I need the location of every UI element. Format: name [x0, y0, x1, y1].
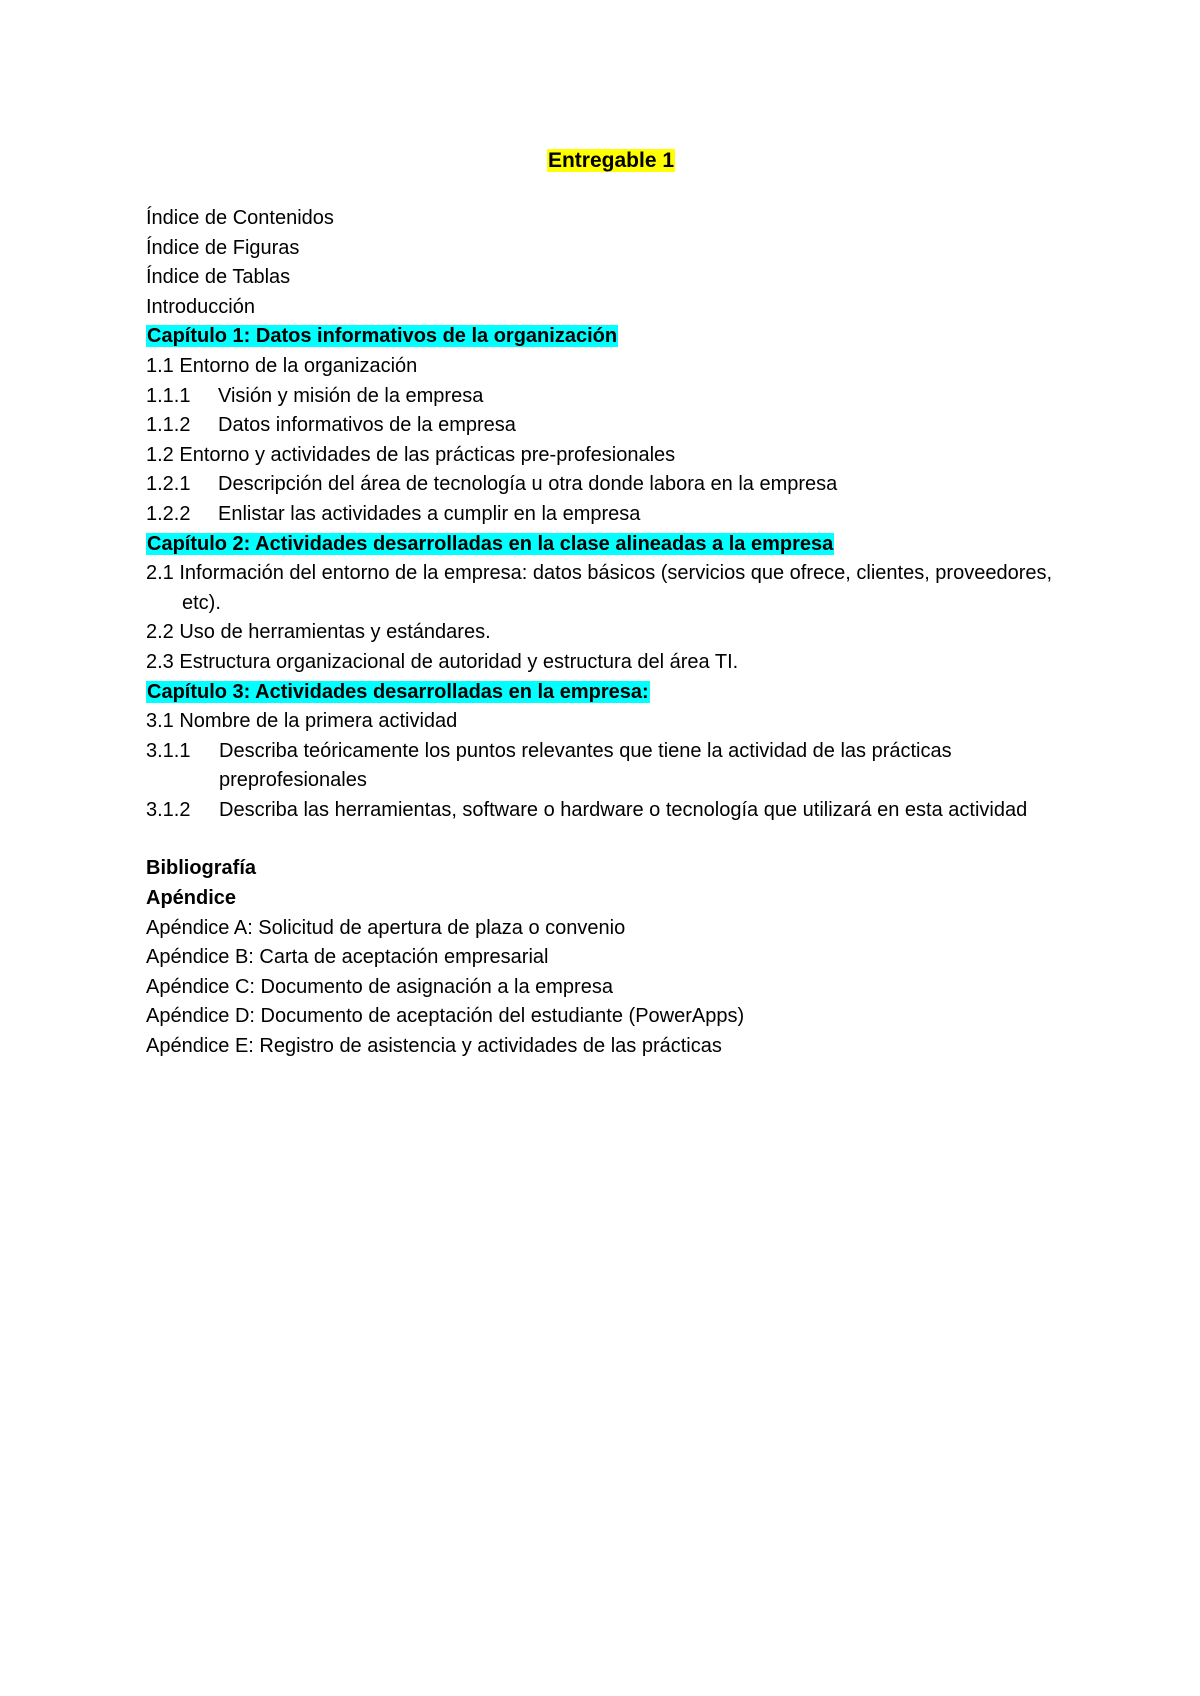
section-text: Descripción del área de tecnología u otra donde labora en la empresa: [218, 473, 838, 496]
appendix-heading: Apéndice: [146, 887, 237, 910]
appendix-item-b: Apéndice B: Carta de aceptación empresarial: [146, 946, 549, 969]
section-number: 3.1.2: [146, 798, 191, 821]
appendix-item-c: Apéndice C: Documento de asignación a la empresa: [146, 975, 613, 998]
section-text: Visión y misión de la empresa: [218, 384, 484, 407]
section-3-1: 3.1 Nombre de la primera actividad: [146, 710, 458, 733]
appendix-item-e: Apéndice E: Registro de asistencia y actividades de las prácticas: [146, 1035, 722, 1058]
appendix-item-d: Apéndice D: Documento de aceptación del estudiante (PowerApps): [146, 1005, 745, 1028]
chapter-1-heading: Capítulo 1: Datos informativos de la organización: [147, 325, 618, 348]
section-number: 1.1.1: [146, 384, 191, 407]
chapter-3-heading: Capítulo 3: Actividades desarrolladas en la empresa:: [147, 680, 649, 703]
section-text: Enlistar las actividades a cumplir en la empresa: [218, 502, 641, 525]
section-text: Describa teóricamente los puntos relevantes que tiene la actividad de las prácticas preprofesionales: [219, 739, 952, 792]
front-matter-index-contents: Índice de Contenidos: [146, 207, 334, 229]
front-matter-index-tables: Índice de Tablas: [146, 266, 291, 289]
section-text: Datos informativos de la empresa: [218, 414, 516, 437]
bibliography-heading: Bibliografía: [146, 857, 257, 880]
section-1-2: 1.2 Entorno y actividades de las prácticas pre-profesionales: [146, 443, 676, 466]
section-number: 1.1.2: [146, 414, 191, 437]
section-1-1: 1.1 Entorno de la organización: [146, 354, 418, 377]
section-2-2: 2.2 Uso de herramientas y estándares.: [146, 621, 491, 644]
section-text: Describa las herramientas, software o hardware o tecnología que utilizará en esta actividad: [219, 798, 1028, 821]
section-1-1-2: [146, 411, 1076, 441]
section-number: 3.1.1: [146, 739, 191, 762]
section-3-1-1: [146, 737, 1076, 796]
section-1-2-1: [146, 470, 1076, 500]
section-1-2-2: [146, 500, 1076, 530]
section-number: 1.2.2: [146, 502, 191, 525]
appendix-item-a: Apéndice A: Solicitud de apertura de plaza o convenio: [146, 916, 626, 939]
chapter-2-heading: Capítulo 2: Actividades desarrolladas en la clase alineadas a la empresa: [147, 532, 834, 555]
blank-line: [146, 825, 1076, 854]
document-title: Entregable 1: [547, 149, 675, 172]
section-1-1-1: [146, 382, 1076, 412]
chapter-3-heading-row: [146, 678, 1076, 708]
section-3-1-2: [146, 796, 1076, 826]
section-2-3: 2.3 Estructura organizacional de autoridad y estructura del área TI.: [146, 650, 739, 673]
section-number: 1.2.1: [146, 473, 191, 496]
front-matter-introduction: Introducción: [146, 295, 255, 318]
front-matter-index-figures: Índice de Figuras: [146, 236, 300, 259]
section-2-1: 2.1 Información del entorno de la empresa: datos básicos (servicios que ofrece, clientes, proveedores, etc).: [146, 562, 1053, 614]
chapter-2-heading-row: [146, 530, 1076, 560]
document-body: [146, 145, 1076, 1062]
document-title-row: [146, 145, 1076, 177]
chapter-1-heading-row: [146, 322, 1076, 352]
